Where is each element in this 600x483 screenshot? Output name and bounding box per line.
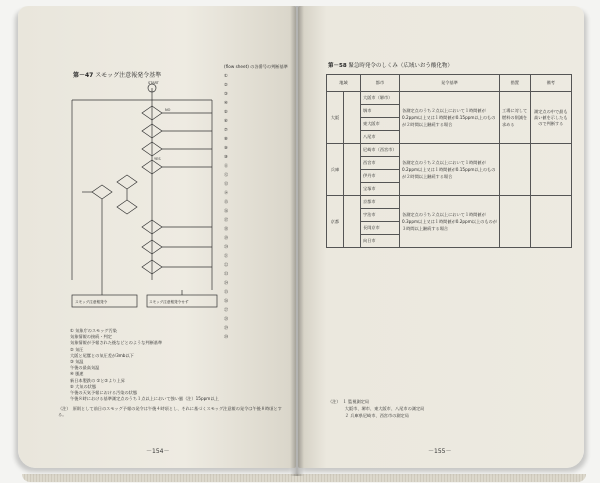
city-cell: 伊丹市 (361, 170, 400, 183)
city-cell: 長岡京市 (361, 222, 400, 235)
flow-box1-label: スモッグ注意報発令 (75, 300, 108, 304)
region-cell: 京都 (327, 196, 344, 248)
header-city: 都市 (361, 75, 400, 92)
table-number: 第－58 (328, 63, 347, 69)
legend-line: 気象情報が予報された後などとのような判断基準 (70, 340, 163, 346)
page-edge (22, 474, 586, 482)
city-cell: 宝塚市 (361, 183, 400, 196)
region-cell: 兵庫 (327, 144, 344, 196)
flow-box2-label: スモッグ注意報発令せず (149, 300, 189, 304)
book-gutter (290, 6, 304, 476)
city-cell: 東大阪市 (361, 118, 400, 131)
legend-line: 午後８時における基準測定点のうち１点以上において強い風（注）15ppm以上 (70, 396, 219, 402)
criteria-item: ⑰ (224, 217, 229, 222)
city-cell: 宇治市 (361, 209, 400, 222)
table-row (327, 92, 572, 105)
flow-no-label: NO (165, 108, 171, 112)
flow-yes-label: YES (154, 157, 161, 161)
legend-line: ② 気圧 (70, 346, 84, 352)
criteria-item: ⑩ (224, 154, 228, 159)
figure-title-text: スモッグ注意報発令基準 (95, 72, 162, 79)
criteria-item: ⑬ (224, 181, 229, 186)
criteria-item: ⑫ (224, 172, 229, 177)
city-cell: 八尾市 (361, 131, 400, 144)
table-title-text: 緊急時発令のしくみ（広域いおう酸化物） (348, 63, 453, 69)
measure-cell (500, 196, 531, 248)
criteria-item: ㉕ (224, 289, 229, 294)
criteria-item: ㉓ (224, 271, 229, 276)
page-number-left: －154－ (146, 448, 170, 455)
legend-line: ① 気象庁のスモッグ汚染 (70, 328, 117, 333)
criteria-item: ⑮ (224, 199, 229, 204)
criteria-item: ㉖ (224, 298, 229, 303)
criteria-item: ① (224, 73, 228, 78)
remark-cell (530, 144, 571, 196)
criteria-item: ㉙ (224, 325, 229, 330)
legend-line: ④ 風速 (70, 371, 84, 377)
right-page (298, 6, 584, 468)
header-region: 地域 (327, 75, 361, 92)
city-cell: 京都市 (361, 196, 400, 209)
criteria-cell: 各測定点のうち２点以上において１時間値が0.2ppm以上又は１時間値が0.15ppm以上のものが２時間以上継続する場合 (400, 92, 500, 144)
criteria-item: ㉔ (224, 280, 229, 285)
footnote: （注） 原則として前日のスモッグ予報の発令は午後４時頃とし、それに基づくスモッグ注意報の発令は午後８時頃とする。 (58, 406, 282, 417)
criteria-item: ⑭ (224, 190, 229, 195)
criteria-heading: (flow sheet) の各番号の判断基準 (224, 64, 288, 69)
table-row (327, 196, 572, 209)
figure-legend (70, 328, 270, 402)
criteria-item: ㉑ (224, 253, 229, 258)
figure-title (73, 70, 161, 79)
header-remark: 備考 (530, 75, 571, 92)
header-measure: 措置 (500, 75, 531, 92)
criteria-item: ㉘ (224, 316, 229, 321)
city-cell: 大阪市（堺市） (361, 92, 400, 105)
city-cell: 尼崎市（西宮市） (361, 144, 400, 157)
criteria-item: ④ (224, 100, 228, 105)
legend-line: 気象情報の接続・判定 (70, 334, 112, 340)
criteria-cell: 各測定点のうち２点以上において１時間値が0.3ppm以上又は１時間値が0.2ppm以上のものが３時間以上継続する場合 (400, 196, 500, 248)
city-cell: 西宮市 (361, 157, 400, 170)
criteria-item: ⑪ (224, 163, 229, 168)
table-row (327, 144, 572, 157)
criteria-item: ⑲ (224, 235, 229, 240)
note-line: ２ 兵庫県尼崎市、西宮市の測定局 (328, 413, 409, 418)
criteria-item: ⑤ (224, 109, 228, 114)
legend-line: 午後の天気予報における汚染の状態 (70, 390, 138, 396)
open-book (18, 6, 590, 476)
measure-cell: 工場に対して燃料の削減を求める (500, 92, 531, 144)
criteria-column (224, 62, 294, 341)
criteria-item: ⑯ (224, 208, 229, 213)
emergency-table (326, 74, 572, 248)
remark-cell (530, 196, 571, 248)
criteria-item: ③ (224, 91, 228, 96)
city-cell: 堺市 (361, 105, 400, 118)
note-line: 大阪市、堺市、東大阪市、八尾市の測定局 (328, 406, 425, 411)
criteria-item: ㉚ (224, 334, 229, 339)
legend-line: ⑤ 大気の状態 (70, 383, 97, 389)
criteria-cell: 各測定点のうち２点以上において１時間値が0.2ppm以上又は１時間値が0.15ppm以上のものが２時間以上継続する場合 (400, 144, 500, 196)
legend-line: ③ 気温 (70, 359, 84, 365)
legend-line: 大阪と尾鷲との気圧差が3mb以下 (70, 352, 134, 358)
criteria-item: ⑱ (224, 226, 229, 231)
legend-line: 午後の最高気温 (70, 365, 100, 371)
criteria-item: ⑦ (224, 127, 228, 132)
measure-cell (500, 144, 531, 196)
city-cell: 向日市 (361, 235, 400, 248)
note-line: （注） １ 監視測定局 (328, 399, 370, 404)
figure-number: 第－47 (73, 72, 94, 79)
header-criteria: 発令基準 (400, 75, 500, 92)
table-notes (328, 398, 568, 419)
page-number-right: －155－ (428, 448, 452, 455)
criteria-item: ⑳ (224, 244, 229, 249)
criteria-item: ⑨ (224, 145, 228, 150)
table-header-row (327, 75, 572, 92)
flowchart (62, 80, 222, 320)
left-page (18, 6, 296, 468)
criteria-item: ⑥ (224, 118, 228, 123)
criteria-item: ㉗ (224, 307, 229, 312)
remark-cell: 測定点の中で最も高い値を示したもので判断する (530, 92, 571, 144)
flow-start-label: START (148, 81, 159, 85)
criteria-item: ㉒ (224, 262, 229, 267)
criteria-item: ⑧ (224, 136, 228, 141)
region-cell: 大阪 (327, 92, 344, 144)
legend-line: 新日本製鉄の ①と②より上昇 (70, 377, 125, 383)
table-title (328, 61, 453, 69)
criteria-item: ② (224, 82, 228, 87)
